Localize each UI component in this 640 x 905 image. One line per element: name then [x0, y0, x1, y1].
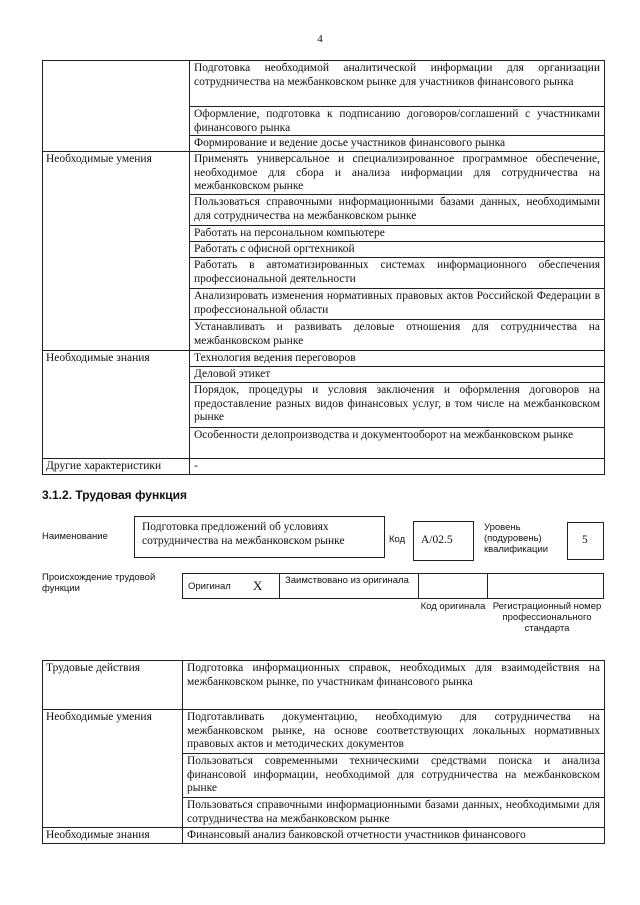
section-title: 3.1.2. Трудовая функция — [42, 488, 187, 502]
competency-table-1 — [42, 60, 605, 475]
origin-label: Происхождение трудовой функции — [42, 572, 156, 594]
name-box — [134, 516, 385, 558]
row-label: Необходимые знания — [43, 351, 190, 459]
original-mark: X — [253, 578, 263, 593]
row-text: Порядок, процедуры и условия заключения и оформления договоров на предоставление разных видов финансовых услуг, в том числе на межбанковском рынке — [190, 383, 605, 428]
code-box — [413, 521, 474, 561]
row-text: Технология ведения переговоров — [190, 351, 605, 367]
code-label: Код — [389, 534, 406, 545]
row-text: Подготавливать документацию, необходимую для сотрудничества на межбанковском рынке, на основе соответствующих локальных нормативных правовых актов и методических документов — [183, 710, 605, 754]
level-label: Уровень (подуровень) квалификации — [484, 522, 549, 555]
name-value: Подготовка предложений об условиях сотрудничества на межбанковском рынке — [142, 521, 345, 547]
row-text: Финансовый анализ банковской отчетности участников финансового — [183, 828, 605, 844]
code-value: А/02.5 — [421, 534, 453, 546]
row-text: Формирование и ведение досье участников финансового рынка — [190, 136, 605, 152]
row-text: Пользоваться современными техническими средствами поиска и анализа финансовой информации, необходимой для сотрудничества на межбанковском рынке — [183, 754, 605, 798]
original-label: Оригинал — [188, 581, 231, 592]
origin-box — [182, 573, 604, 599]
table-row — [43, 152, 605, 195]
row-label: Трудовые действия — [43, 661, 183, 710]
level-box — [567, 522, 604, 560]
row-text: - — [190, 459, 605, 475]
row-label: Необходимые знания — [43, 828, 183, 844]
table-row — [43, 459, 605, 475]
page-number: 4 — [317, 33, 323, 45]
reg-caption: Регистрационный номер профессионального стандарта — [492, 601, 602, 634]
name-label: Наименование — [42, 531, 108, 542]
competency-table-2 — [42, 660, 605, 844]
row-text: Деловой этикет — [190, 367, 605, 383]
row-text: Анализировать изменения нормативных правовых актов Российской Федерации в профессиональной области — [190, 289, 605, 320]
row-text: Особенности делопроизводства и документооборот на межбанковском рынке — [190, 428, 605, 459]
row-text: Пользоваться справочными информационными базами данных, необходимыми для сотрудничества на межбанковском рынке — [190, 195, 605, 226]
table-row — [43, 661, 605, 710]
row-label — [43, 61, 190, 152]
row-text: Работать в автоматизированных системах информационного обеспечения профессиональной деятельности — [190, 258, 605, 289]
row-label: Необходимые умения — [43, 152, 190, 351]
row-text: Устанавливать и развивать деловые отношения для сотрудничества на межбанковском рынке — [190, 320, 605, 351]
row-text: Подготовка информационных справок, необходимых для взаимодействия на межбанковском рынке, по участникам финансового рынка — [183, 661, 605, 710]
table-row — [43, 828, 605, 844]
row-text: Работать с офисной оргтехникой — [190, 242, 605, 258]
row-label: Другие характеристики — [43, 459, 190, 475]
borrowed-label: Заимствовано из оригинала — [285, 575, 409, 586]
row-text: Пользоваться справочными информационными базами данных, необходимыми для сотрудничества на межбанковском рынке — [183, 798, 605, 828]
row-text: Оформление, подготовка к подписанию договоров/соглашений с участниками финансового рынка — [190, 107, 605, 136]
row-text: Подготовка необходимой аналитической информации для организации сотрудничества на межбанковском рынке для участников финансового рынка — [190, 61, 605, 107]
code-caption: Код оригинала — [420, 601, 486, 612]
row-text: Работать на персональном компьютере — [190, 226, 605, 242]
row-text: Применять универсальное и специализированное программное обеспечение, необходимое для сбора и анализа информации для сотрудничества на межбанковском рынке — [190, 152, 605, 195]
table-row — [43, 351, 605, 367]
table-row — [43, 710, 605, 754]
level-value: 5 — [582, 534, 588, 546]
row-label: Необходимые умения — [43, 710, 183, 828]
table-row — [43, 61, 605, 107]
